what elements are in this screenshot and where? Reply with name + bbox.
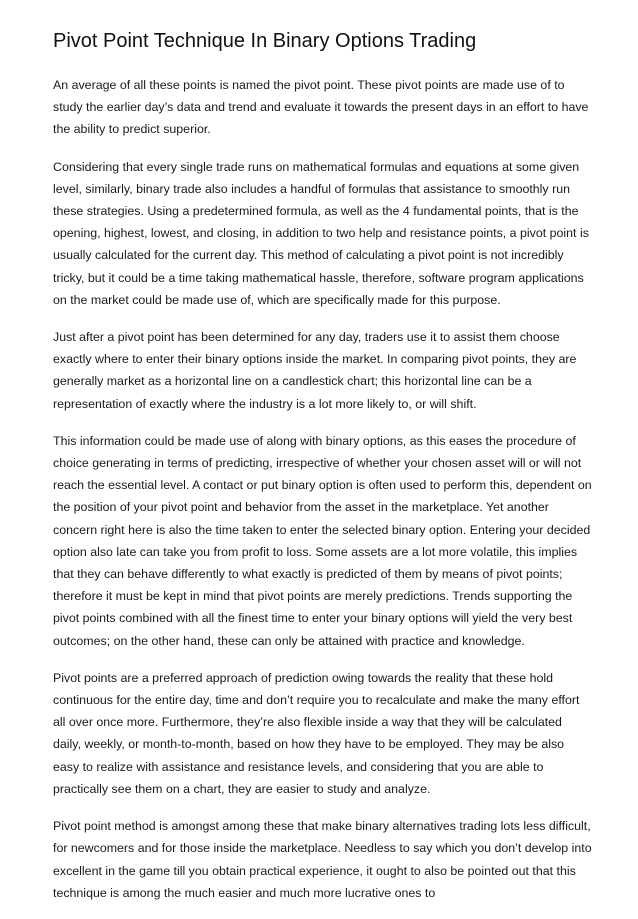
- paragraph-3: Just after a pivot point has been determined for any day, traders use it to assist them choose exactly where to enter their binary options inside the market. In comparing pivot points, they are generally market as a horizontal line on a candlestick chart; this horizontal line can be a representation of exactly where the industry is a lot more likely to, or will shift.: [53, 330, 577, 411]
- paragraph-2: Considering that every single trade runs on mathematical formulas and equations at some given level, similarly, binary trade also includes a handful of formulas that assistance to smoothly run these strategies. Using a predetermined formula, as well as the 4 fundamental points, that is the opening, highest, lowest, and closing, in addition to two help and resistance points, a pivot point is usually calculated for the current day. This method of calculating a pivot point is not incredibly tricky, but it could be a time taking mathematical hassle, therefore, software program applications on the market could be made use of, which are specifically made for this purpose.: [53, 159, 589, 307]
- page-title: Pivot Point Technique In Binary Options Trading: [53, 30, 477, 52]
- document-page: [53, 28, 593, 919]
- paragraph-4: This information could be made use of along with binary options, as this eases the procedure of choice generating in terms of predicting, irrespective of whether your chosen asset will or will not reach the essential level. A contact or put binary option is often used to perform this, dependent on the position of your pivot point and behavior from the asset in the marketplace. Yet another concern right here is also the time taken to enter the selected binary option. Entering your decided option also late can take you from profit to loss. Some assets are a lot more volatile, this implies that they can behave differently to what exactly is predicted of them by means of pivot points; therefore it must be kept in mind that pivot points are merely predictions. Trends supporting the pivot points combined with all the finest time to enter your binary options will yield the very best outcomes; on the other hand, these can only be attained with practice and knowledge.: [53, 433, 592, 648]
- paragraph-1: An average of all these points is named the pivot point. These pivot points are made use of to study the earlier day’s data and trend and evaluate it towards the present days in an effort to have the ability to predict superior.: [53, 78, 589, 137]
- paragraph-6: Pivot point method is amongst among these that make binary alternatives trading lots less difficult, for newcomers and for those inside the marketplace. Needless to say which you don’t develop into excellent in the game till you obtain practical experience, it ought to also be pointed out that this technique is among the much easier and much more lucrative ones to: [53, 819, 592, 900]
- paragraph-5: Pivot points are a preferred approach of prediction owing towards the reality that these hold continuous for the entire day, time and don’t require you to recalculate and make the many effort all over once more. Furthermore, they’re also flexible inside a way that they will be calculated daily, weekly, or month-to-month, based on how they have to be employed. They may be also easy to realize with assistance and resistance levels, and considering that you are able to practically see them on a chart, they are easier to study and analyze.: [53, 670, 580, 796]
